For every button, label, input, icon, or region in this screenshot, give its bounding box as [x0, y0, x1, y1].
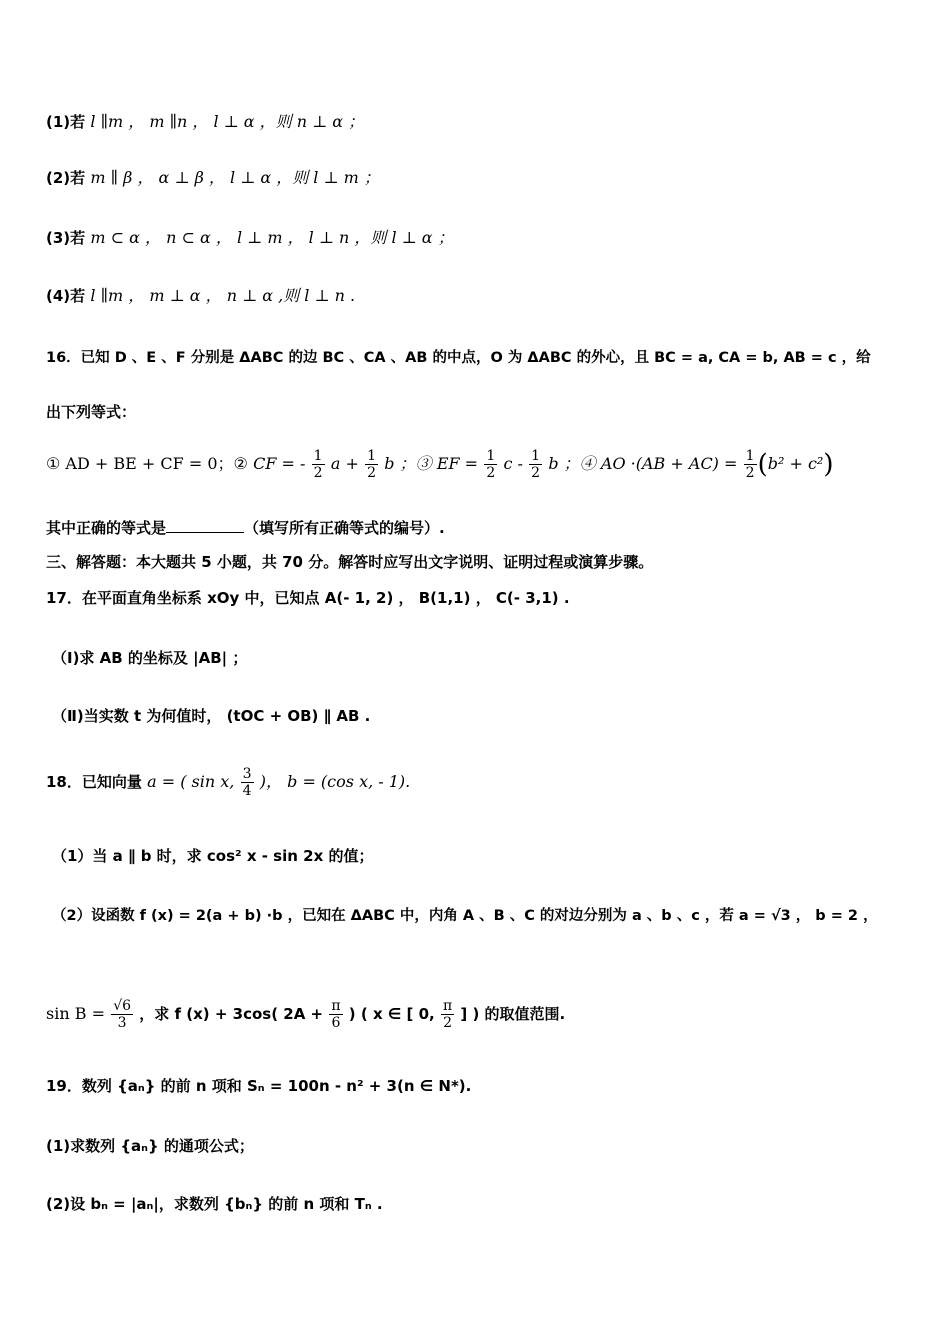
fraction: $\frac{\pi}{2}$: [442, 998, 453, 1031]
p16-equations: ① AD + BE + CF = 0；② CF = - $\frac{1}{2}$ a + $\frac{1}{2}$ b ；③ EF = $\frac{1}{2}$ c - $\frac{1}{2}$ b ；④ AO ·(AB + AC) = $\frac{1}{2}$ (b² + c²): [46, 448, 834, 481]
item-label: (3)若: [46, 229, 86, 247]
eq-3-mid: c -: [503, 454, 523, 473]
eq-3-lhs: EF =: [436, 454, 479, 473]
fraction: $\frac{1}{2}$: [531, 448, 541, 481]
item-math: l ∥m ， m ∥n ， l ⊥ α ，则 n ⊥ α ；: [90, 112, 365, 131]
p16-stem-cont: 出下列等式：: [46, 403, 137, 421]
fraction: $\frac{1}{2}$: [745, 448, 755, 481]
p15-item-2: [46, 168, 380, 188]
p18-q2-cont: [46, 992, 565, 1036]
q2-mid: ，求 f (x) + 3cos( 2A +: [139, 1005, 324, 1023]
eq-2-rhs: b ；③: [384, 454, 432, 473]
answer-prefix: 其中正确的等式是: [46, 519, 167, 537]
item-math: m ∥ β ， α ⊥ β ， l ⊥ α ，则 l ⊥ m ；: [90, 168, 380, 187]
p15-item-3: [46, 228, 454, 248]
item-label: (2)若: [46, 169, 86, 187]
q2-mid2: ) ( x ∈ [ 0,: [348, 1005, 435, 1023]
p15-item-4: [46, 286, 355, 306]
fraction: $\frac{\pi}{6}$: [331, 998, 341, 1031]
eq-4-lhs: AO ·(AB + AC) =: [600, 454, 738, 473]
item-label: (1)若: [46, 113, 86, 131]
stem-prefix: 18．已知向量: [46, 773, 142, 791]
eq-2-lhs: CF = -: [253, 454, 306, 473]
p16-stem: 16．已知 D 、E 、F 分别是 ΔABC 的边 BC 、CA 、AB 的中点，O 为 ΔABC 的外心，且 BC = a, CA = b, AB = c ，给: [46, 350, 871, 366]
answer-blank: [166, 518, 244, 533]
vector-a: a = ( sin x,: [147, 772, 235, 791]
item-label: (4)若: [46, 287, 86, 305]
fraction: $\frac{1}{2}$: [313, 448, 323, 481]
p19-q2: (2)设 bₙ = |aₙ|，求数列 {bₙ} 的前 n 项和 Tₙ .: [46, 1195, 383, 1213]
p17-stem: 17．在平面直角坐标系 xOy 中，已知点 A(- 1, 2) ， B(1,1) ， C(- 3,1) .: [46, 589, 570, 607]
fraction: $\frac{1}{2}$: [367, 448, 376, 481]
p19-stem: 19．数列 {aₙ} 的前 n 项和 Sₙ = 100n - n² + 3(n ∈ N*).: [46, 1077, 472, 1095]
vector-b: )， b = (cos x, - 1).: [259, 772, 411, 791]
fraction: $\frac{√6}{3}$: [113, 998, 132, 1031]
q2-end: ] ) 的取值范围.: [460, 1005, 566, 1023]
eq-1: ① AD + BE + CF = 0；②: [46, 454, 248, 473]
section-3-heading: 三、解答题：本大题共 5 小题，共 70 分。解答时应写出文字说明、证明过程或演算步骤。: [46, 553, 654, 571]
p19-q1: (1)求数列 {aₙ} 的通项公式；: [46, 1137, 254, 1155]
item-math: m ⊂ α ， n ⊂ α ， l ⊥ m ， l ⊥ n ，则 l ⊥ α ；: [90, 228, 454, 247]
p18-q1: （1）当 a ∥ b 时，求 cos² x - sin 2x 的值；: [52, 847, 374, 865]
item-math: l ∥m ， m ⊥ α ， n ⊥ α ,则 l ⊥ n .: [90, 286, 356, 305]
p15-item-1: [46, 112, 364, 132]
p16-answer: [46, 518, 445, 538]
eq-2-mid: a +: [330, 454, 359, 473]
eq-4-rhs: b² + c²: [767, 454, 824, 473]
fraction: $\frac{3}{4}$: [242, 766, 252, 799]
p18-stem: [46, 762, 410, 802]
eq-3-rhs: b ；④: [548, 454, 596, 473]
p18-q2: （2）设函数 f (x) = 2(a + b) ·b ，已知在 ΔABC 中，内角 A 、B 、C 的对边分别为 a 、b 、c ，若 a = √3 ， b = 2 ，: [52, 908, 878, 924]
fraction: $\frac{1}{2}$: [486, 448, 496, 481]
p17-q2: （Ⅱ)当实数 t 为何值时， (tOC + OB) ∥ AB .: [52, 707, 371, 725]
answer-suffix: （填写所有正确等式的编号）.: [244, 519, 445, 537]
sin-lhs: sin B =: [46, 1004, 105, 1023]
p17-q1: （Ⅰ)求 AB 的坐标及 |AB| ；: [52, 649, 248, 667]
